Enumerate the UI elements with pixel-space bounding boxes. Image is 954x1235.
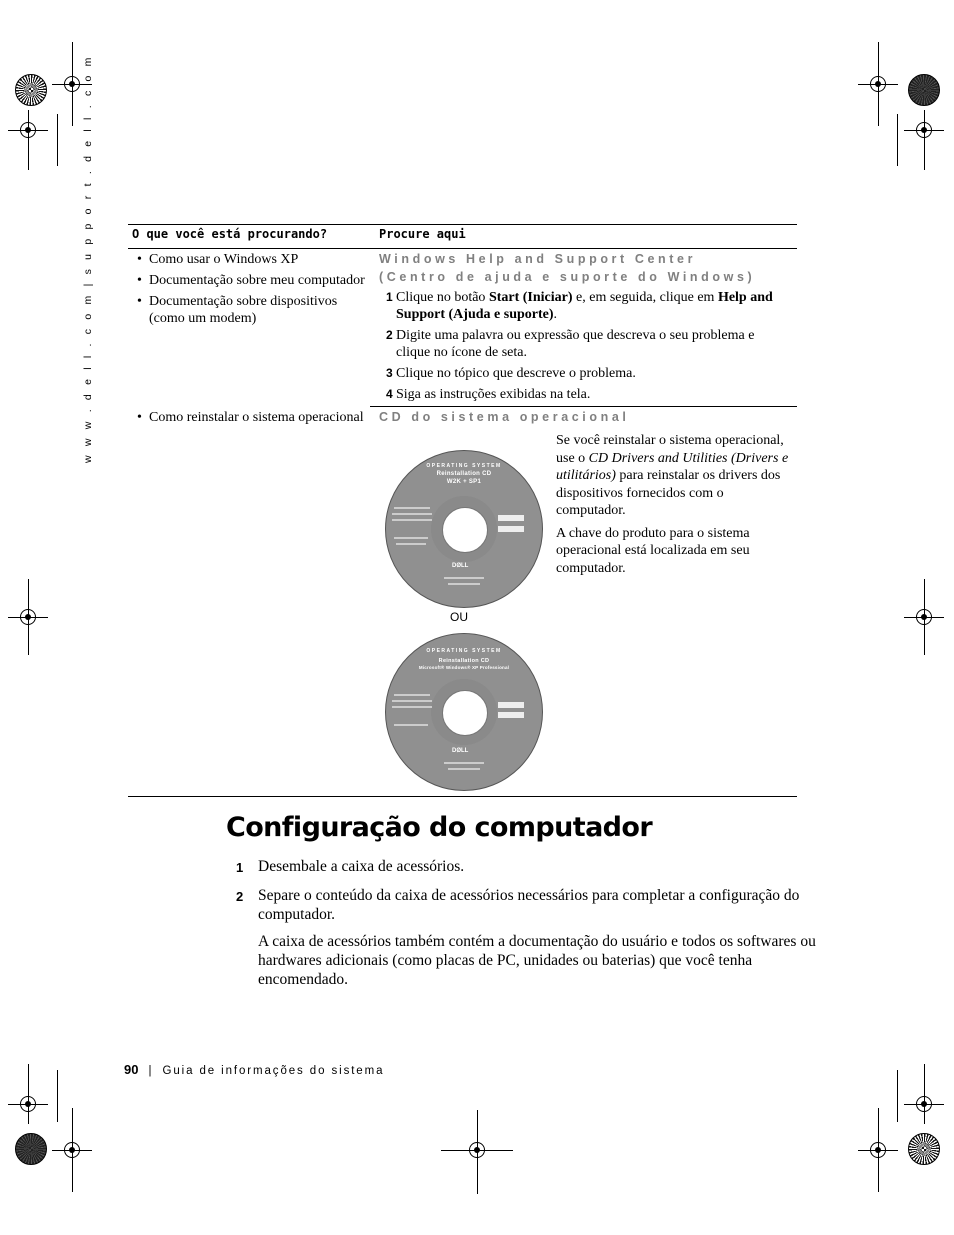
table-top-rule [128,224,797,225]
os-cd-description: Se você reinstalar o sistema operacional, use o CD Drivers and Utilities (Drivers e utilitários) para reinstalar os drivers dos dispositivos fornecidos com o computador. A chave do produto para o sistema operacional está localizada em seu computador. [556,433,789,576]
registration-starburst-icon [908,74,940,106]
crop-mark [897,1070,898,1122]
step-number: 1 [236,860,244,875]
crop-mark [57,114,58,166]
list-item: • Como usar o Windows XP [137,251,367,268]
help-center-title: Windows Help and Support Center [379,252,697,266]
table-header-question: O que você está procurando? [132,227,328,241]
crop-mark [57,1070,58,1122]
list-item: 3 Clique no tópico que descreve o problema. [386,366,636,381]
setup-step-1: Desembale a caixa de acessórios. [258,858,465,875]
registration-starburst-icon [15,74,47,106]
row2-topics-list [137,409,377,430]
os-cd-image-w2k: OPERATING SYSTEM Reinstallation CD W2K + SP1 DØLL [385,450,543,608]
list-item: 2 Digite uma palavra ou expressão que descreva o seu problema e clique no ícone de seta. [386,328,755,360]
table-header-look-here: Procure aqui [379,227,466,241]
registration-starburst-icon [908,1133,940,1165]
help-center-steps [386,289,791,407]
guide-title: Guia de informações do sistema [162,1065,385,1077]
setup-note: A caixa de acessórios também contém a documentação do usuário e todos os softwares ou hardwares adicionais (como placas de PC, unidades ou baterias) que você tenha encomendado. [258,933,816,988]
help-center-subtitle: (Centro de ajuda e suporte do Windows) [379,270,756,284]
footer-separator: | [148,1065,152,1077]
crop-mark [897,114,898,166]
os-cd-title: CD do sistema operacional [379,410,630,424]
section-title: Configuração do computador [226,812,653,843]
registration-starburst-icon [15,1133,47,1165]
or-label: OU [450,610,468,624]
list-item: • Como reinstalar o sistema operacional [137,409,377,426]
page-number: 90 [124,1062,139,1077]
table-bottom-rule [128,796,797,797]
setup-step-2: Separe o conteúdo da caixa de acessórios necessários para completar a configuração do computador. [258,887,800,923]
row1-topics-list [137,251,367,331]
side-url-text: w w w . d e l l . c o m | s u p p o r t . d e l l . c o m [82,54,94,463]
list-item: • Documentação sobre meu computador [137,272,367,289]
list-item: • Documentação sobre dispositivos (como um modem) [137,293,367,327]
step-number: 2 [236,889,244,904]
list-item: 1 Clique no botão Start (Iniciar) e, em seguida, clique em Help and Support (Ajuda e suporte). [386,290,773,322]
row-rule [370,406,797,407]
list-item: 4 Siga as instruções exibidas na tela. [386,387,591,402]
table-header-rule [128,248,797,249]
os-cd-image-xp: OPERATING SYSTEM Reinstallation CD Microsoft® Windows® XP Professional DØLL [385,633,543,791]
page-footer [124,1062,384,1077]
